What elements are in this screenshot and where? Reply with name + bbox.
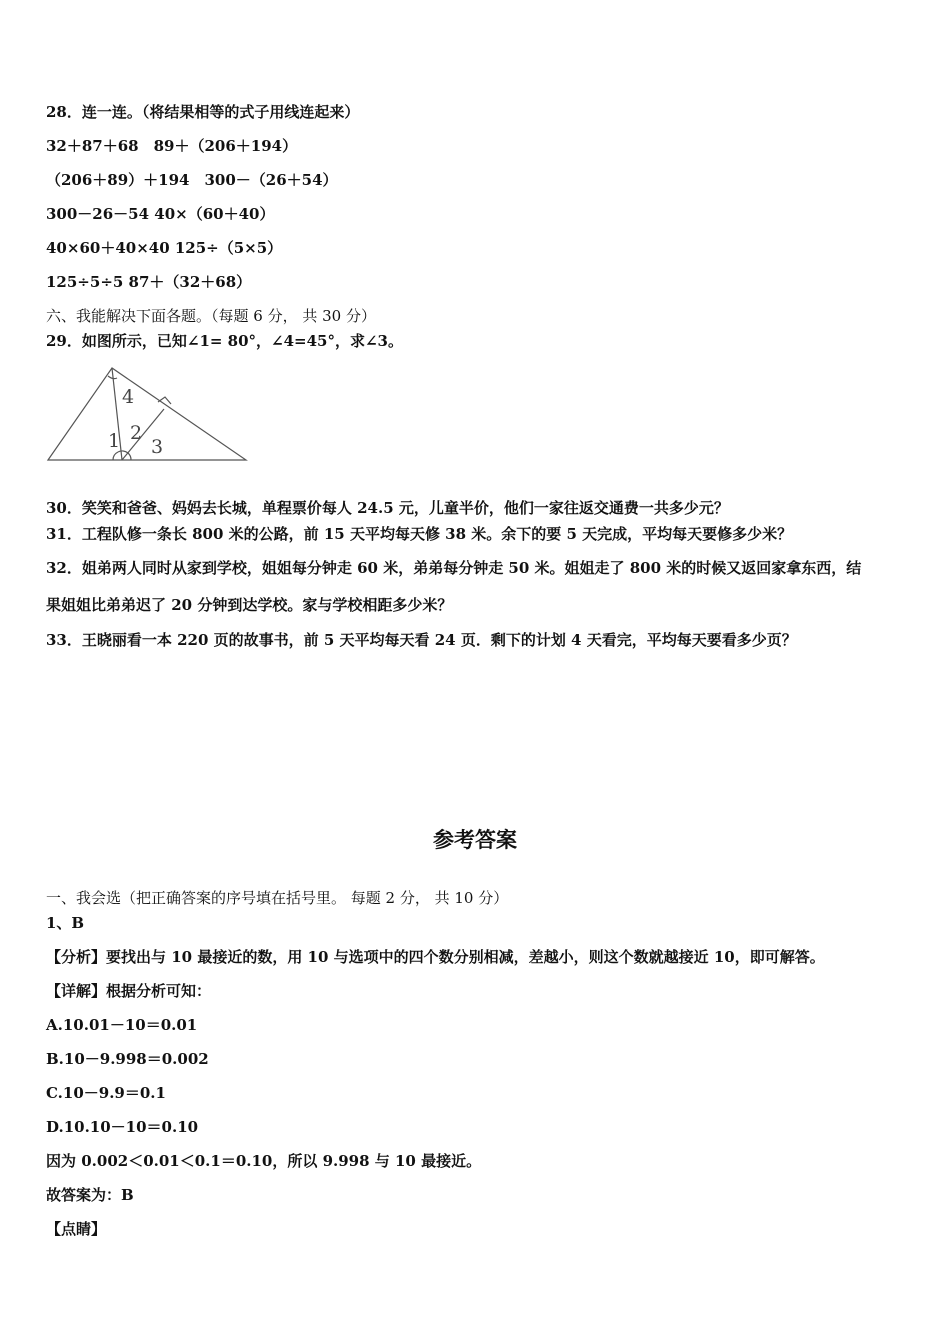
- answer-note: 【点睛】: [46, 1220, 107, 1238]
- answer-calc-b: B.10－9.998＝0.002: [46, 1050, 209, 1068]
- q29-text: 29．如图所示，已知∠1= 80°，∠4=45°，求∠3。: [46, 332, 403, 350]
- angle-3-arc: [128, 453, 131, 460]
- answers-title: 参考答案: [433, 828, 517, 852]
- q28-row-4: 40×60＋40×40 125÷（5×5）: [46, 239, 283, 257]
- answer-detail: 【详解】根据分析可知：: [46, 982, 212, 1000]
- angle-label-4: 4: [122, 386, 135, 408]
- angle-1-arc: [113, 452, 118, 460]
- angle-label-1: 1: [108, 430, 121, 452]
- answer-calc-a: A.10.01－10＝0.01: [46, 1016, 198, 1034]
- answer-conclusion: 故答案为：B: [46, 1186, 134, 1204]
- answer-item-1: 1、B: [46, 914, 85, 932]
- q31-text: 31．工程队修一条长 800 米的公路，前 15 天平均每天修 38 米。余下的要 5 天完成，平均每天要修多少米？: [46, 525, 793, 543]
- q28-row-1: 32＋87＋68 89＋（206＋194）: [46, 137, 298, 155]
- answer-calc-d: D.10.10－10＝0.10: [46, 1118, 199, 1136]
- q28-row-5: 125÷5÷5 87＋（32＋68）: [46, 273, 252, 291]
- angle-label-3: 3: [151, 436, 164, 458]
- answer-because: 因为 0.002＜0.01＜0.1＝0.10，所以 9.998 与 10 最接近。: [46, 1152, 482, 1170]
- section6-title: 六、我能解决下面各题。（每题 6 分， 共 30 分）: [46, 307, 376, 325]
- q28-title: 28．连一连。（将结果相等的式子用线连起来）: [46, 103, 360, 121]
- right-angle-mark: [158, 397, 171, 404]
- q33-text: 33．王晓丽看一本 220 页的故事书，前 5 天平均每天看 24 页．剩下的计划 4 天看完，平均每天要看多少页？: [46, 631, 797, 649]
- angle-label-2: 2: [130, 422, 143, 444]
- triangle-outline: [48, 368, 246, 460]
- q32-line-1: 32．姐弟两人同时从家到学校，姐姐每分钟走 60 米，弟弟每分钟走 50 米。姐姐走了 800 米的时候又返回家拿东西，结: [46, 559, 862, 577]
- q32-line-2: 果姐姐比弟弟迟了 20 分钟到达学校。家与学校相距多少米？: [46, 596, 453, 614]
- q28-row-3: 300－26－54 40×（60＋40）: [46, 205, 275, 223]
- answers-section1: 一、我会选（把正确答案的序号填在括号里。 每题 2 分， 共 10 分）: [46, 889, 509, 907]
- q28-row-2: （206＋89）＋194 300－（26＋54）: [46, 171, 338, 189]
- triangle-figure: [46, 365, 251, 465]
- answer-analysis: 【分析】要找出与 10 最接近的数，用 10 与选项中的四个数分别相减，差越小，则这个数就越接近 10，即可解答。: [46, 948, 825, 966]
- answer-calc-c: C.10－9.9＝0.1: [46, 1084, 166, 1102]
- q30-text: 30．笑笑和爸爸、妈妈去长城，单程票价每人 24.5 元，儿童半价，他们一家往返交通费一共多少元？: [46, 499, 729, 517]
